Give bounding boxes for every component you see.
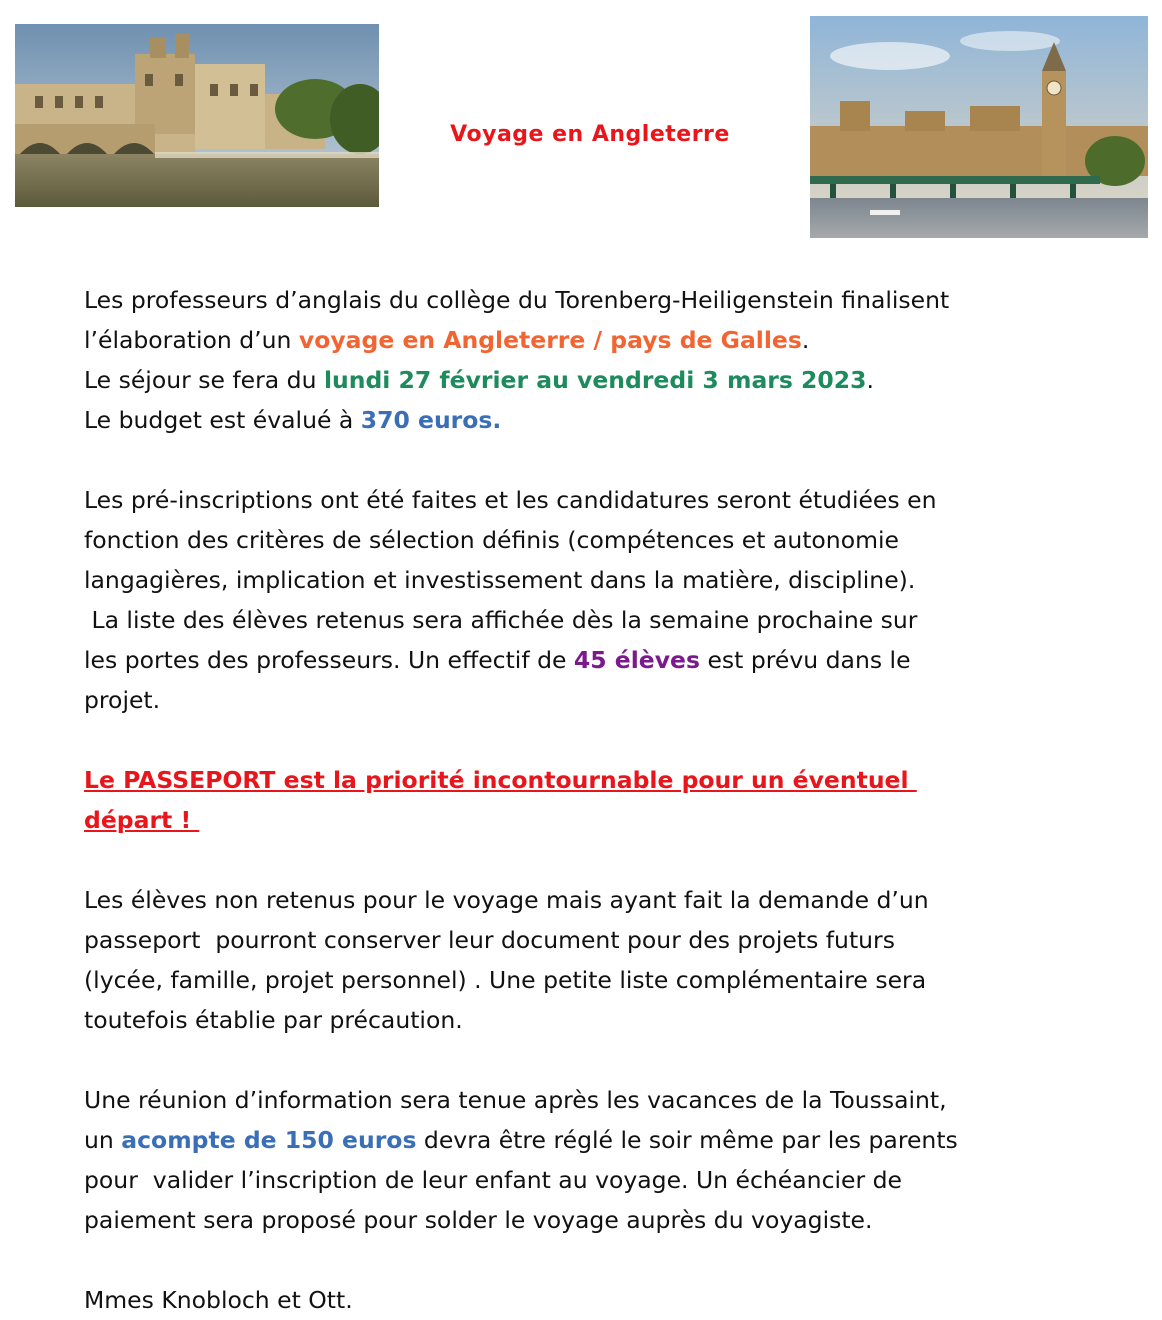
meeting-paragraph: Une réunion d’information sera tenue après les vacances de la Toussaint, un acompte de 150 euros devra être réglé le soir même par les parents pour valider l’inscription de leur enfant au voyage. Un échéancier de paiement sera proposé pour solder le voyage auprès du voyagiste. (84, 1086, 958, 1234)
intro-paragraph: Les professeurs d’anglais du collège du Torenberg-Heiligenstein finalisent l’élaboration d’un voyage en Angleterre / pays de Galles. Le séjour se fera du lundi 27 février au vendredi 3 mars 2023. Le budget est évalué à 370 euros. (84, 286, 950, 434)
selection-paragraph: Les pré-inscriptions ont été faites et les candidatures seront étudiées en fonction des critères de sélection définis (compétences et autonomie langagières, implication et investissement dans la matière, discipline). La liste des élèves retenus sera affichée dès la semaine prochaine sur les portes des professeurs. Un effectif de 45 élèves est prévu dans le projet. (84, 486, 937, 714)
non-selected-paragraph: Les élèves non retenus pour le voyage mais ayant fait la demande d’un passeport pourront conserver leur document pour des projets futurs (lycée, famille, projet personnel) . Une petite liste complémentaire sera toutefois établie par précaution. (84, 886, 929, 1034)
westminster-big-ben-photo (810, 16, 1148, 238)
deposit-highlight: acompte de 150 euros (121, 1126, 417, 1154)
destination-highlight: voyage en Angleterre / pays de Galles (298, 326, 802, 354)
bath-pulteney-bridge-photo (15, 24, 379, 207)
budget-highlight: 370 euros. (360, 406, 502, 434)
letter-body (84, 280, 1084, 1320)
dates-highlight: lundi 27 février au vendredi 3 mars 2023 (323, 366, 867, 394)
passport-warning: Le PASSEPORT est la priorité incontournable pour un éventuel départ ! (84, 766, 917, 834)
page-title: Voyage en Angleterre (450, 122, 730, 147)
intro-line-1: Les professeurs d’anglais du collège du Torenberg-Heiligenstein finalisent (84, 286, 950, 314)
signature: Mmes Knobloch et Ott. (84, 1286, 353, 1314)
headcount-highlight: 45 élèves (573, 646, 700, 674)
